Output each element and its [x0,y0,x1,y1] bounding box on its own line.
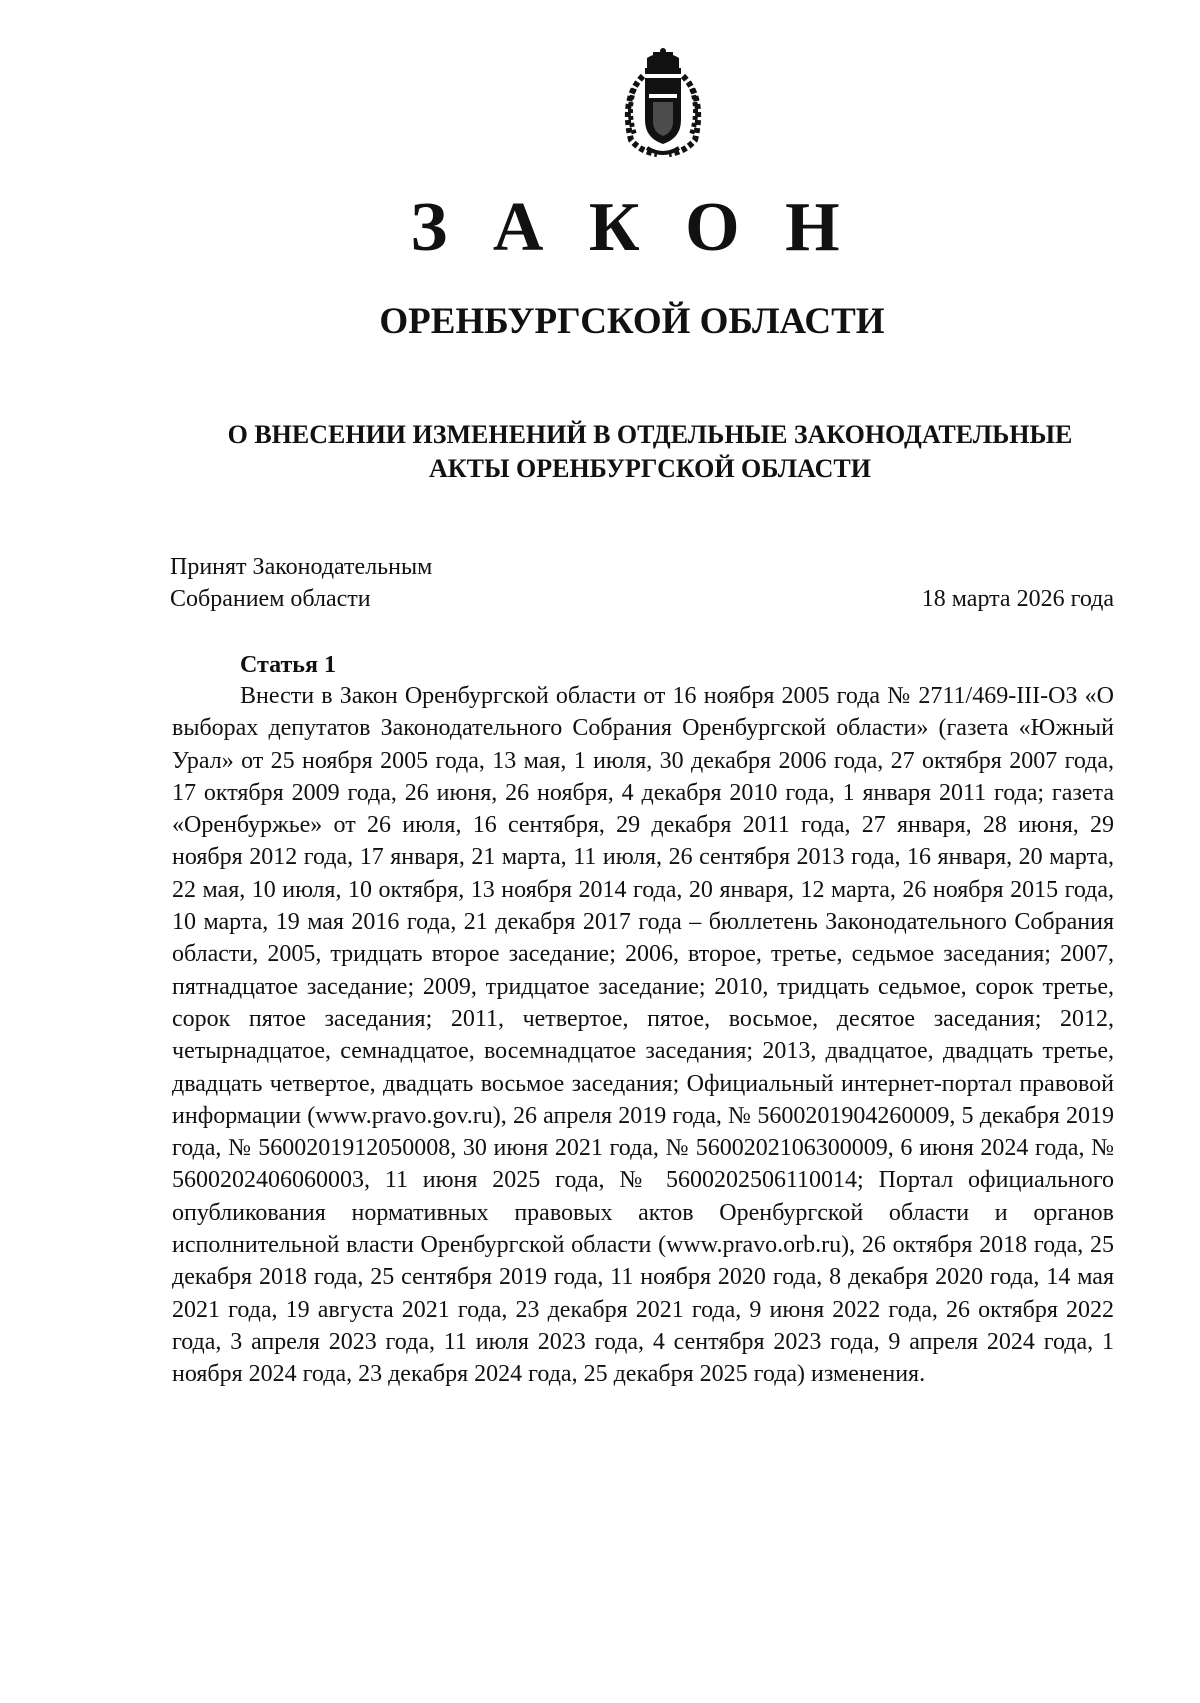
document-title: З А К О Н [410,189,854,266]
article-body: Внести в Закон Оренбургской области от 16 ноября 2005 года № 2711/469-III-ОЗ «О выборах депутатов Законодательного Собрания Оренбургской области» (газета «Южный Урал» от 25 ноября 2005 года, 13 мая, 1 июля, 30 декабря 2006 года, 27 октября 2007 года, 17 октября 2009 года, 26 июня, 26 ноября, 4 декабря 2010 года, 1 января 2011 года; газета «Оренбуржье» от 26 июля, 16 сентября, 29 декабря 2011 года, 27 января, 28 июня, 29 ноября 2012 года, 17 января, 21 марта, 11 июля, 26 сентября 2013 года, 16 января, 20 марта, 22 мая, 10 июля, 10 октября, 13 ноября 2014 года, 20 января, 12 марта, 26 ноября 2015 года, 10 марта, 19 мая 2016 года, 21 декабря 2017 года – бюллетень Законодательного Собрания области, 2005, тридцать второе заседание; 2006, второе, третье, седьмое заседания; 2007, пятнадцатое заседание; 2009, тридцатое заседание; 2010, тридцать седьмое, сорок третье, сорок пятое заседания; 2011, четвертое, пятое, восьмое, десятое заседания; 2012, четырнадцатое, семнадцатое, восемнадцатое заседания; 2013, двадцатое, двадцать третье, двадцать четвертое, двадцать восьмое заседания; Официальный интернет-портал правовой информации (www.pravo.gov.ru), 26 апреля 2019 года, № 5600201904260009, 5 декабря 2019 года, № 5600201912050008, 30 июня 2021 года, № 5600202106300009, 6 июня 2024 года, № 5600202406060003, 11 июня 2025 года, № 5600202506110014; Портал официального опубликования нормативных правовых актов Оренбургской области и органов исполнительной власти Оренбургской области (www.pravo.orb.ru), 26 октября 2018 года, 25 декабря 2018 года, 25 сентября 2019 года, 11 ноября 2020 года, 8 декабря 2020 года, 14 мая 2021 года, 19 августа 2021 года, 23 декабря 2021 года, 9 июня 2022 года, 26 октября 2022 года, 3 апреля 2023 года, 11 июля 2023 года, 4 сентября 2023 года, 9 апреля 2024 года, 1 ноября 2024 года, 23 декабря 2024 года, 25 декабря 2025 года) изменения. [172,683,1114,1388]
adoption-line-1: Принят Законодательным [170,554,433,580]
law-name-line-1: О ВНЕСЕНИИ ИЗМЕНЕНИЙ В ОТДЕЛЬНЫЕ ЗАКОНОДАТЕЛЬНЫЕ [227,420,1073,449]
document-subtitle: ОРЕНБУРГСКОЙ ОБЛАСТИ [379,301,885,342]
law-name-line-2: АКТЫ ОРЕНБУРГСКОЙ ОБЛАСТИ [429,454,871,483]
article-title: Статья 1 [240,652,336,678]
adoption-block [170,551,1130,615]
adoption-line-2: Собранием области [170,586,371,612]
coat-of-arms-icon [617,48,709,158]
adoption-date: 18 марта 2026 года [921,586,1114,612]
law-name [170,418,1130,486]
